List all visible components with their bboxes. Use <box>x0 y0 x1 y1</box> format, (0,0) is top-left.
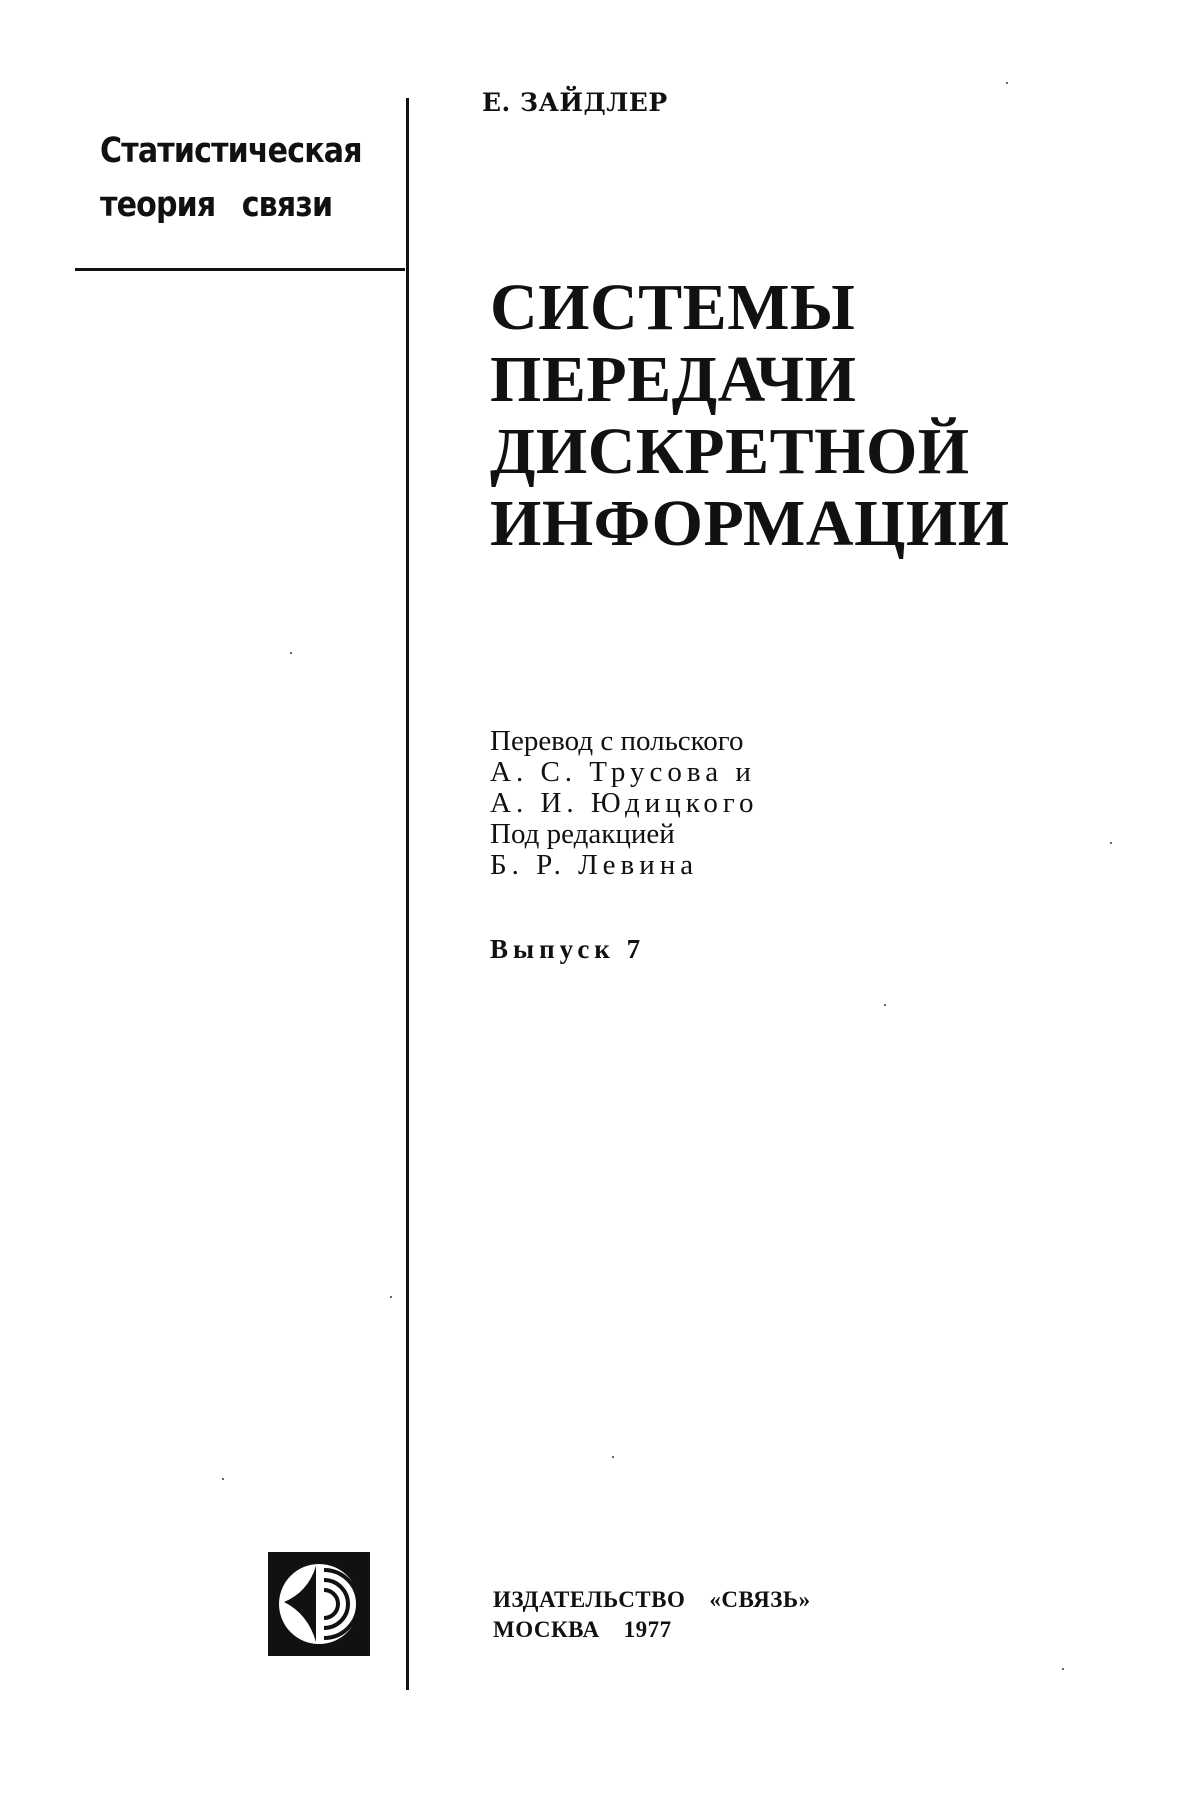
series-title-word-communication: связи <box>241 185 333 226</box>
editor-prefix: Под редакцией <box>490 818 675 850</box>
editor-name: Б. Р. Левина <box>490 849 699 881</box>
translation-note: Перевод с польского <box>490 725 744 757</box>
credits-block <box>490 726 759 881</box>
city-year-row <box>493 1615 811 1645</box>
scan-speck <box>1006 82 1008 84</box>
publisher-house: ИЗДАТЕЛЬСТВО <box>493 1587 686 1612</box>
scan-speck <box>1110 842 1112 844</box>
series-underline-rule <box>75 268 405 271</box>
publication-year: 1977 <box>623 1617 672 1642</box>
publisher-imprint <box>493 1585 811 1645</box>
scan-speck <box>390 1296 392 1298</box>
series-title-word-theory: теория <box>100 185 216 226</box>
book-title-line-2: ПЕРЕДАЧИ <box>490 343 857 416</box>
series-title-line-2 <box>100 178 332 232</box>
publisher-emblem-icon <box>268 1552 370 1656</box>
author-name: Е. ЗАЙДЛЕР <box>482 88 668 117</box>
issue-number: Выпуск 7 <box>490 934 646 964</box>
scan-speck <box>290 652 292 654</box>
editor-line <box>490 819 759 881</box>
scan-speck <box>612 1456 614 1458</box>
vertical-divider-rule <box>406 98 409 1690</box>
translator-2: А. И. Юдицкого <box>490 787 759 819</box>
publisher-row <box>493 1585 811 1615</box>
book-title <box>490 272 1010 560</box>
book-title-line-1: СИСТЕМЫ <box>490 271 856 344</box>
scan-speck <box>222 1478 224 1480</box>
scan-speck <box>1062 1668 1064 1670</box>
book-title-line-3: ДИСКРЕТНОЙ <box>490 415 970 488</box>
publisher-house-name: «СВЯЗЬ» <box>709 1587 811 1612</box>
book-title-line-4: ИНФОРМАЦИИ <box>490 487 1010 560</box>
series-title-line-1: Статистическая <box>100 131 362 171</box>
series-title <box>100 124 362 233</box>
scan-speck <box>884 1004 886 1006</box>
translator-1: А. С. Трусова и <box>490 756 756 788</box>
publisher-city: МОСКВА <box>493 1617 600 1642</box>
